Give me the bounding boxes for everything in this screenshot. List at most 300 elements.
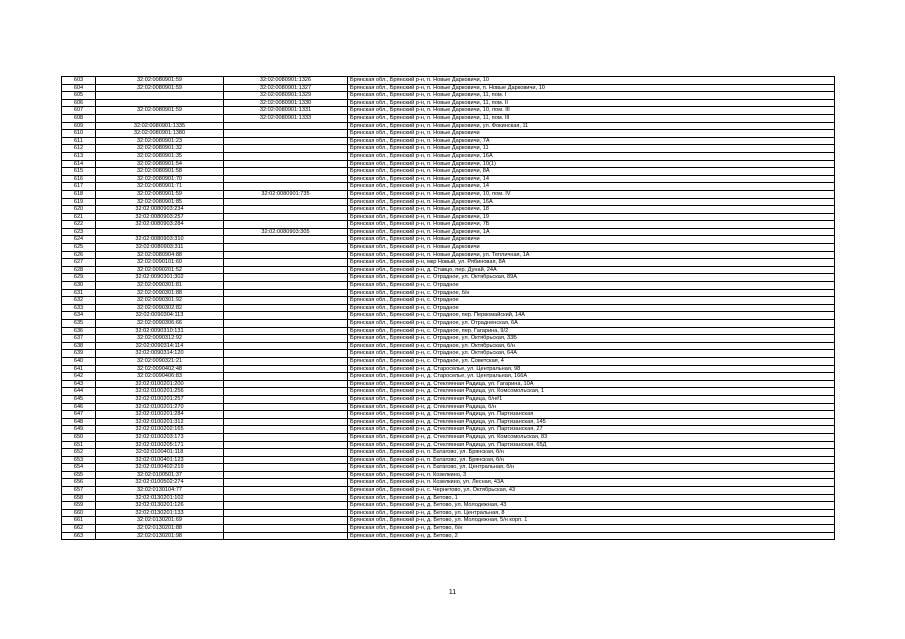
row-number-cell: 605: [62, 92, 96, 100]
address-cell: Брянская обл., Брянский р-н, п. Козелкино, ул. Лесная, 43А: [348, 479, 835, 487]
row-number-cell: 656: [62, 479, 96, 487]
source-cadastral-number-cell: 32:02:0100501:37: [96, 471, 224, 479]
address-cell: Брянская обл., Брянский р-н, п. Новые Дарковичи: [348, 236, 835, 244]
source-cadastral-number-cell: 32:02:0090201:52: [96, 266, 224, 274]
row-number-cell: 663: [62, 532, 96, 540]
source-cadastral-number-cell: 32:02:0080903:284: [96, 221, 224, 229]
derived-cadastral-number-cell: [224, 266, 348, 274]
address-cell: Брянская обл., Брянский р-н, п. Козелкино, 3: [348, 471, 835, 479]
derived-cadastral-number-cell: [224, 297, 348, 305]
address-cell: Брянская обл., Брянский р-н, п. Новые Дарковичи, ул. Фокинская, 11: [348, 122, 835, 130]
table-row: [62, 190, 835, 198]
row-number-cell: 617: [62, 183, 96, 191]
derived-cadastral-number-cell: [224, 517, 348, 525]
source-cadastral-number-cell: 32:02:0090302:82: [96, 304, 224, 312]
address-cell: Брянская обл., Брянский р-н, п. Новые Дарковичи, 1А: [348, 228, 835, 236]
row-number-cell: 615: [62, 168, 96, 176]
source-cadastral-number-cell: 32:02:0090310:131: [96, 327, 224, 335]
address-cell: Брянская обл., Брянский р-н, с. Отрадное: [348, 304, 835, 312]
address-cell: Брянская обл., Брянский р-н, д. Бетово, б/н: [348, 525, 835, 533]
page-number: 11: [448, 589, 457, 596]
derived-cadastral-number-cell: [224, 327, 348, 335]
row-number-cell: 647: [62, 411, 96, 419]
source-cadastral-number-cell: 32:02:0130201:133: [96, 509, 224, 517]
row-number-cell: 630: [62, 282, 96, 290]
derived-cadastral-number-cell: [224, 206, 348, 214]
table-row: [62, 464, 835, 472]
derived-cadastral-number-cell: [224, 198, 348, 206]
row-number-cell: 603: [62, 77, 96, 85]
address-cell: Брянская обл., Брянский р-н, п. Новые Дарковичи, 11: [348, 145, 835, 153]
source-cadastral-number-cell: 32:02:0100201:200: [96, 380, 224, 388]
row-number-cell: 653: [62, 456, 96, 464]
row-number-cell: 625: [62, 244, 96, 252]
row-number-cell: 626: [62, 251, 96, 259]
source-cadastral-number-cell: 32:02:0080901:59: [96, 190, 224, 198]
row-number-cell: 648: [62, 418, 96, 426]
derived-cadastral-number-cell: [224, 509, 348, 517]
table-row: [62, 380, 835, 388]
row-number-cell: 643: [62, 380, 96, 388]
source-cadastral-number-cell: 32:02:0080901:85: [96, 198, 224, 206]
address-cell: Брянская обл., Брянский р-н, п. Новые Дарковичи, 8А: [348, 168, 835, 176]
row-number-cell: 629: [62, 274, 96, 282]
address-cell: Брянская обл., Брянский р-н, д. Стеклянная Радица, ул. Партизанская, 145: [348, 418, 835, 426]
derived-cadastral-number-cell: [224, 320, 348, 328]
address-cell: Брянская обл., Брянский р-н, п. Новые Дарковичи: [348, 244, 835, 252]
table-row: [62, 206, 835, 214]
register-table: [61, 76, 835, 540]
table-row: [62, 130, 835, 138]
row-number-cell: 619: [62, 198, 96, 206]
row-number-cell: 662: [62, 525, 96, 533]
derived-cadastral-number-cell: [224, 380, 348, 388]
derived-cadastral-number-cell: [224, 441, 348, 449]
source-cadastral-number-cell: [96, 99, 224, 107]
source-cadastral-number-cell: 32:02:0080901:59: [96, 77, 224, 85]
derived-cadastral-number-cell: [224, 426, 348, 434]
row-number-cell: 655: [62, 471, 96, 479]
table-row: [62, 77, 835, 85]
derived-cadastral-number-cell: [224, 411, 348, 419]
row-number-cell: 618: [62, 190, 96, 198]
row-number-cell: 661: [62, 517, 96, 525]
row-number-cell: 608: [62, 114, 96, 122]
row-number-cell: 620: [62, 206, 96, 214]
address-cell: Брянская обл., Брянский р-н, п. Батагово, ул. Брянская, б/н: [348, 456, 835, 464]
table-row: [62, 342, 835, 350]
table-row: [62, 403, 835, 411]
address-cell: Брянская обл., Брянский р-н, с. Отрадное, ул. Октябрьская, б/н: [348, 342, 835, 350]
row-number-cell: 614: [62, 160, 96, 168]
row-number-cell: 606: [62, 99, 96, 107]
table-row: [62, 274, 835, 282]
source-cadastral-number-cell: 32:02:0100203:173: [96, 433, 224, 441]
table-row: [62, 441, 835, 449]
derived-cadastral-number-cell: 32:02:0080901:1330: [224, 99, 348, 107]
table-row: [62, 183, 835, 191]
address-cell: Брянская обл., Брянский р-н, с. Отрадное, ул. Отрадненская, 6А: [348, 320, 835, 328]
source-cadastral-number-cell: 32:02:0100201:312: [96, 418, 224, 426]
table-row: [62, 517, 835, 525]
source-cadastral-number-cell: 32:02:0080903:311: [96, 244, 224, 252]
table-row: [62, 304, 835, 312]
address-cell: Брянская обл., Брянский р-н, п. Новые Дарковичи, 11, пом. I: [348, 92, 835, 100]
address-cell: Брянская обл., Брянский р-н, п. Новые Дарковичи, 11, пом. III: [348, 114, 835, 122]
row-number-cell: 660: [62, 509, 96, 517]
address-cell: Брянская обл., Брянский р-н, д. Ставцо, пер. Дунай, 24А: [348, 266, 835, 274]
address-cell: Брянская обл., Брянский р-н, д. Стеклянная Радица, ул. Партизанская, 65Д: [348, 441, 835, 449]
source-cadastral-number-cell: 32:02:0080903:310: [96, 236, 224, 244]
row-number-cell: 650: [62, 433, 96, 441]
row-number-cell: 624: [62, 236, 96, 244]
table-row: [62, 433, 835, 441]
derived-cadastral-number-cell: [224, 213, 348, 221]
address-cell: Брянская обл., Брянский р-н, п. Новые Дарковичи, 18: [348, 206, 835, 214]
source-cadastral-number-cell: 32:02:0080901:71: [96, 183, 224, 191]
source-cadastral-number-cell: 32:02:0100205:171: [96, 441, 224, 449]
derived-cadastral-number-cell: [224, 236, 348, 244]
derived-cadastral-number-cell: [224, 251, 348, 259]
row-number-cell: 607: [62, 107, 96, 115]
derived-cadastral-number-cell: [224, 395, 348, 403]
table-row: [62, 388, 835, 396]
row-number-cell: 621: [62, 213, 96, 221]
derived-cadastral-number-cell: 32:02:0080901:1329: [224, 92, 348, 100]
derived-cadastral-number-cell: [224, 479, 348, 487]
row-number-cell: 616: [62, 175, 96, 183]
address-cell: Брянская обл., Брянский р-н, д. Староселье, ул. Центральная, 166А: [348, 373, 835, 381]
address-cell: Брянская обл., Брянский р-н, п. Новые Дарковичи, 19: [348, 213, 835, 221]
derived-cadastral-number-cell: [224, 335, 348, 343]
source-cadastral-number-cell: 32:02:0090312:92: [96, 335, 224, 343]
table-row: [62, 228, 835, 236]
address-cell: Брянская обл., Брянский р-н, д. Стеклянная Радица, ул. Партизанская: [348, 411, 835, 419]
derived-cadastral-number-cell: [224, 365, 348, 373]
derived-cadastral-number-cell: [224, 449, 348, 457]
address-cell: Брянская обл., Брянский р-н, п. Новые Дарковичи, 16А: [348, 198, 835, 206]
row-number-cell: 640: [62, 357, 96, 365]
row-number-cell: 628: [62, 266, 96, 274]
table-row: [62, 395, 835, 403]
source-cadastral-number-cell: 32:02:0100401:123: [96, 456, 224, 464]
table-row: [62, 502, 835, 510]
table-row: [62, 259, 835, 267]
table-row: [62, 99, 835, 107]
address-cell: Брянская обл., Брянский р-н, п. Новые Дарковичи, 7А: [348, 137, 835, 145]
source-cadastral-number-cell: 32:02:0090314:114: [96, 342, 224, 350]
source-cadastral-number-cell: 32:02:0090406:83: [96, 373, 224, 381]
address-cell: Брянская обл., Брянский р-н, д. Стеклянная Радица, б/н#1: [348, 395, 835, 403]
row-number-cell: 658: [62, 494, 96, 502]
derived-cadastral-number-cell: [224, 130, 348, 138]
derived-cadastral-number-cell: [224, 350, 348, 358]
table-row: [62, 327, 835, 335]
address-cell: Брянская обл., Брянский р-н, д. Стеклянная Радица, ул. Комсомольская, 83: [348, 433, 835, 441]
source-cadastral-number-cell: 32:02:0090301:81: [96, 282, 224, 290]
table-row: [62, 532, 835, 540]
row-number-cell: 627: [62, 259, 96, 267]
address-cell: Брянская обл., Брянский р-н, д. Бетово, 1: [348, 494, 835, 502]
table-row: [62, 350, 835, 358]
row-number-cell: 637: [62, 335, 96, 343]
derived-cadastral-number-cell: 32:02:0080901:1326: [224, 77, 348, 85]
table-row: [62, 160, 835, 168]
row-number-cell: 611: [62, 137, 96, 145]
source-cadastral-number-cell: 32:02:0080903:257: [96, 213, 224, 221]
address-cell: Брянская обл., Брянский р-н, с. Отрадное, пер. Первомайский, 14А: [348, 312, 835, 320]
table-row: [62, 236, 835, 244]
source-cadastral-number-cell: 32:02:0100402:219: [96, 464, 224, 472]
address-cell: Брянская обл., Брянский р-н, п. Новые Дарковичи, 14: [348, 175, 835, 183]
source-cadastral-number-cell: 32:02:0100201:257: [96, 395, 224, 403]
row-number-cell: 639: [62, 350, 96, 358]
derived-cadastral-number-cell: [224, 183, 348, 191]
source-cadastral-number-cell: 32:02:0090301:92: [96, 297, 224, 305]
row-number-cell: 604: [62, 84, 96, 92]
table-row: [62, 122, 835, 130]
table-row: [62, 487, 835, 495]
source-cadastral-number-cell: 32:02:0080901:58: [96, 168, 224, 176]
row-number-cell: 642: [62, 373, 96, 381]
address-cell: Брянская обл., Брянский р-н, д. Стеклянная Радица, ул. Комсомольская, 1: [348, 388, 835, 396]
row-number-cell: 635: [62, 320, 96, 328]
register-table-body: [62, 77, 835, 540]
source-cadastral-number-cell: 32:02:0130201:88: [96, 525, 224, 533]
derived-cadastral-number-cell: [224, 122, 348, 130]
row-number-cell: 638: [62, 342, 96, 350]
address-cell: Брянская обл., Брянский р-н, п. Новые Дарковичи: [348, 130, 835, 138]
table-row: [62, 92, 835, 100]
source-cadastral-number-cell: 32:02:0080901:59: [96, 107, 224, 115]
row-number-cell: 612: [62, 145, 96, 153]
row-number-cell: 646: [62, 403, 96, 411]
address-cell: Брянская обл., Брянский р-н, д. Стеклянная Радица, ул. Партизанская, 27: [348, 426, 835, 434]
table-row: [62, 297, 835, 305]
address-cell: Брянская обл., Брянский р-н, мкр Новый, ул. Рябиновая, 8А: [348, 259, 835, 267]
row-number-cell: 632: [62, 297, 96, 305]
source-cadastral-number-cell: [96, 92, 224, 100]
address-cell: Брянская обл., Брянский р-н, с. Отрадное, б/н: [348, 289, 835, 297]
derived-cadastral-number-cell: [224, 357, 348, 365]
source-cadastral-number-cell: [96, 228, 224, 236]
source-cadastral-number-cell: 32:02:0090301:88: [96, 289, 224, 297]
derived-cadastral-number-cell: [224, 388, 348, 396]
derived-cadastral-number-cell: 32:02:0080903:305: [224, 228, 348, 236]
table-row: [62, 365, 835, 373]
derived-cadastral-number-cell: [224, 145, 348, 153]
row-number-cell: 610: [62, 130, 96, 138]
source-cadastral-number-cell: 32:02:0080901:32: [96, 145, 224, 153]
address-cell: Брянская обл., Брянский р-н, п. Новые Дарковичи, 16А: [348, 152, 835, 160]
address-cell: Брянская обл., Брянский р-н, п. Новые Дарковичи, 10: [348, 77, 835, 85]
row-number-cell: 633: [62, 304, 96, 312]
derived-cadastral-number-cell: [224, 433, 348, 441]
row-number-cell: 651: [62, 441, 96, 449]
derived-cadastral-number-cell: [224, 403, 348, 411]
row-number-cell: 623: [62, 228, 96, 236]
derived-cadastral-number-cell: [224, 525, 348, 533]
source-cadastral-number-cell: 32:02:0090301:302: [96, 274, 224, 282]
address-cell: Брянская обл., Брянский р-н, с. Отрадное, ул. Октябрьская, 33Б: [348, 335, 835, 343]
address-cell: Брянская обл., Брянский р-н, д. Бетово, ул. Молодежная, 5/н корп. 1: [348, 517, 835, 525]
derived-cadastral-number-cell: [224, 342, 348, 350]
derived-cadastral-number-cell: [224, 160, 348, 168]
address-cell: Брянская обл., Брянский р-н, с. Отрадное: [348, 297, 835, 305]
derived-cadastral-number-cell: [224, 221, 348, 229]
table-row: [62, 107, 835, 115]
address-cell: Брянская обл., Брянский р-н, п. Новые Дарковичи, 10, пом. IV: [348, 190, 835, 198]
source-cadastral-number-cell: 32:02:0090101:60: [96, 259, 224, 267]
source-cadastral-number-cell: 32:02:0080903:234: [96, 206, 224, 214]
derived-cadastral-number-cell: 32:02:0080901:735: [224, 190, 348, 198]
address-cell: Брянская обл., Брянский р-н, с. Отрадное: [348, 282, 835, 290]
derived-cadastral-number-cell: [224, 464, 348, 472]
derived-cadastral-number-cell: [224, 373, 348, 381]
address-cell: Брянская обл., Брянский р-н, п. Новые Дарковичи, ул. Тепличная, 1А: [348, 251, 835, 259]
derived-cadastral-number-cell: [224, 312, 348, 320]
table-row: [62, 373, 835, 381]
address-cell: Брянская обл., Брянский р-н, п. Новые Дарковичи, п. Новые Дарковичи, 10: [348, 84, 835, 92]
derived-cadastral-number-cell: [224, 289, 348, 297]
table-row: [62, 145, 835, 153]
derived-cadastral-number-cell: [224, 494, 348, 502]
table-row: [62, 213, 835, 221]
derived-cadastral-number-cell: [224, 168, 348, 176]
address-cell: Брянская обл., Брянский р-н, д. Бетово, ул. Молодежная, 43: [348, 502, 835, 510]
row-number-cell: 622: [62, 221, 96, 229]
derived-cadastral-number-cell: [224, 418, 348, 426]
source-cadastral-number-cell: 32:02:0080901:35: [96, 152, 224, 160]
derived-cadastral-number-cell: [224, 152, 348, 160]
source-cadastral-number-cell: 32:02:0130104:77: [96, 487, 224, 495]
table-row: [62, 114, 835, 122]
table-row: [62, 320, 835, 328]
source-cadastral-number-cell: 32:02:0130201:102: [96, 494, 224, 502]
source-cadastral-number-cell: 32:02:0080901:1335: [96, 122, 224, 130]
derived-cadastral-number-cell: [224, 471, 348, 479]
derived-cadastral-number-cell: 32:02:0080901:1331: [224, 107, 348, 115]
table-row: [62, 479, 835, 487]
address-cell: Брянская обл., Брянский р-н, с. Чернетово, ул. Октябрьская, 43: [348, 487, 835, 495]
derived-cadastral-number-cell: [224, 274, 348, 282]
table-row: [62, 449, 835, 457]
row-number-cell: 645: [62, 395, 96, 403]
address-cell: Брянская обл., Брянский р-н, с. Отрадное, ул. Советская, 4: [348, 357, 835, 365]
source-cadastral-number-cell: 32:02:0100201:256: [96, 388, 224, 396]
source-cadastral-number-cell: 32:02:0080901:59: [96, 84, 224, 92]
address-cell: Брянская обл., Брянский р-н, д. Бетово, ул. Центральная, 8: [348, 509, 835, 517]
source-cadastral-number-cell: 32:02:0090314:120: [96, 350, 224, 358]
source-cadastral-number-cell: 32:02:0100401:118: [96, 449, 224, 457]
row-number-cell: 636: [62, 327, 96, 335]
source-cadastral-number-cell: 32:02:0100201:270: [96, 403, 224, 411]
address-cell: Брянская обл., Брянский р-н, с. Отрадное, ул. Октябрьская, 64А: [348, 350, 835, 358]
address-cell: Брянская обл., Брянский р-н, п. Новые Дарковичи, 10, пом. III: [348, 107, 835, 115]
address-cell: Брянская обл., Брянский р-н, с. Отрадное, ул. Октябрьская, 89А: [348, 274, 835, 282]
derived-cadastral-number-cell: [224, 456, 348, 464]
address-cell: Брянская обл., Брянский р-н, с. Отрадное, пер. Гагарина, 9/2: [348, 327, 835, 335]
source-cadastral-number-cell: 32:02:0090321:21: [96, 357, 224, 365]
table-row: [62, 525, 835, 533]
address-cell: Брянская обл., Брянский р-н, п. Новые Дарковичи, 11, пом. II: [348, 99, 835, 107]
source-cadastral-number-cell: 32:02:0080901:70: [96, 175, 224, 183]
table-row: [62, 137, 835, 145]
source-cadastral-number-cell: 32:02:0130201:98: [96, 532, 224, 540]
table-row: [62, 282, 835, 290]
address-cell: Брянская обл., Брянский р-н, д. Стеклянная Радица, б/н: [348, 403, 835, 411]
row-number-cell: 654: [62, 464, 96, 472]
derived-cadastral-number-cell: [224, 487, 348, 495]
source-cadastral-number-cell: 32:02:0090306:66: [96, 320, 224, 328]
table-row: [62, 244, 835, 252]
source-cadastral-number-cell: 32:02:0090304:113: [96, 312, 224, 320]
derived-cadastral-number-cell: [224, 304, 348, 312]
row-number-cell: 659: [62, 502, 96, 510]
source-cadastral-number-cell: 32:02:0100201:284: [96, 411, 224, 419]
derived-cadastral-number-cell: 32:02:0080901:1333: [224, 114, 348, 122]
table-row: [62, 335, 835, 343]
source-cadastral-number-cell: 32:02:0080904:88: [96, 251, 224, 259]
derived-cadastral-number-cell: [224, 175, 348, 183]
table-row: [62, 426, 835, 434]
row-number-cell: 634: [62, 312, 96, 320]
table-row: [62, 251, 835, 259]
table-row: [62, 357, 835, 365]
table-row: [62, 266, 835, 274]
table-row: [62, 411, 835, 419]
derived-cadastral-number-cell: [224, 137, 348, 145]
derived-cadastral-number-cell: 32:02:0080901:1327: [224, 84, 348, 92]
row-number-cell: 609: [62, 122, 96, 130]
table-row: [62, 418, 835, 426]
derived-cadastral-number-cell: [224, 502, 348, 510]
row-number-cell: 649: [62, 426, 96, 434]
derived-cadastral-number-cell: [224, 532, 348, 540]
derived-cadastral-number-cell: [224, 282, 348, 290]
table-row: [62, 471, 835, 479]
address-cell: Брянская обл., Брянский р-н, д. Бетово, 2: [348, 532, 835, 540]
address-cell: Брянская обл., Брянский р-н, п. Новые Дарковичи, 10(1): [348, 160, 835, 168]
address-cell: Брянская обл., Брянский р-н, п. Новые Дарковичи, 14: [348, 183, 835, 191]
row-number-cell: 644: [62, 388, 96, 396]
source-cadastral-number-cell: [96, 114, 224, 122]
row-number-cell: 652: [62, 449, 96, 457]
table-row: [62, 312, 835, 320]
source-cadastral-number-cell: 32:02:0090402:48: [96, 365, 224, 373]
table-row: [62, 168, 835, 176]
derived-cadastral-number-cell: [224, 259, 348, 267]
table-row: [62, 289, 835, 297]
address-cell: Брянская обл., Брянский р-н, п. Батагово, ул. Центральная, б/н: [348, 464, 835, 472]
table-row: [62, 509, 835, 517]
row-number-cell: 613: [62, 152, 96, 160]
address-cell: Брянская обл., Брянский р-н, д. Стеклянная Радица, ул. Гагарина, 10А: [348, 380, 835, 388]
source-cadastral-number-cell: 32:02:0130201:69: [96, 517, 224, 525]
table-row: [62, 175, 835, 183]
table-row: [62, 84, 835, 92]
source-cadastral-number-cell: 32:02:0080901:1380: [96, 130, 224, 138]
derived-cadastral-number-cell: [224, 244, 348, 252]
source-cadastral-number-cell: 32:02:0130201:126: [96, 502, 224, 510]
table-row: [62, 456, 835, 464]
row-number-cell: 641: [62, 365, 96, 373]
source-cadastral-number-cell: 32:02:0080901:23: [96, 137, 224, 145]
address-cell: Брянская обл., Брянский р-н, п. Батагово, ул. Брянская, б/н: [348, 449, 835, 457]
source-cadastral-number-cell: 32:02:0080901:54: [96, 160, 224, 168]
address-cell: Брянская обл., Брянский р-н, п. Новые Дарковичи, 7Б: [348, 221, 835, 229]
source-cadastral-number-cell: 32:02:0100202:165: [96, 426, 224, 434]
